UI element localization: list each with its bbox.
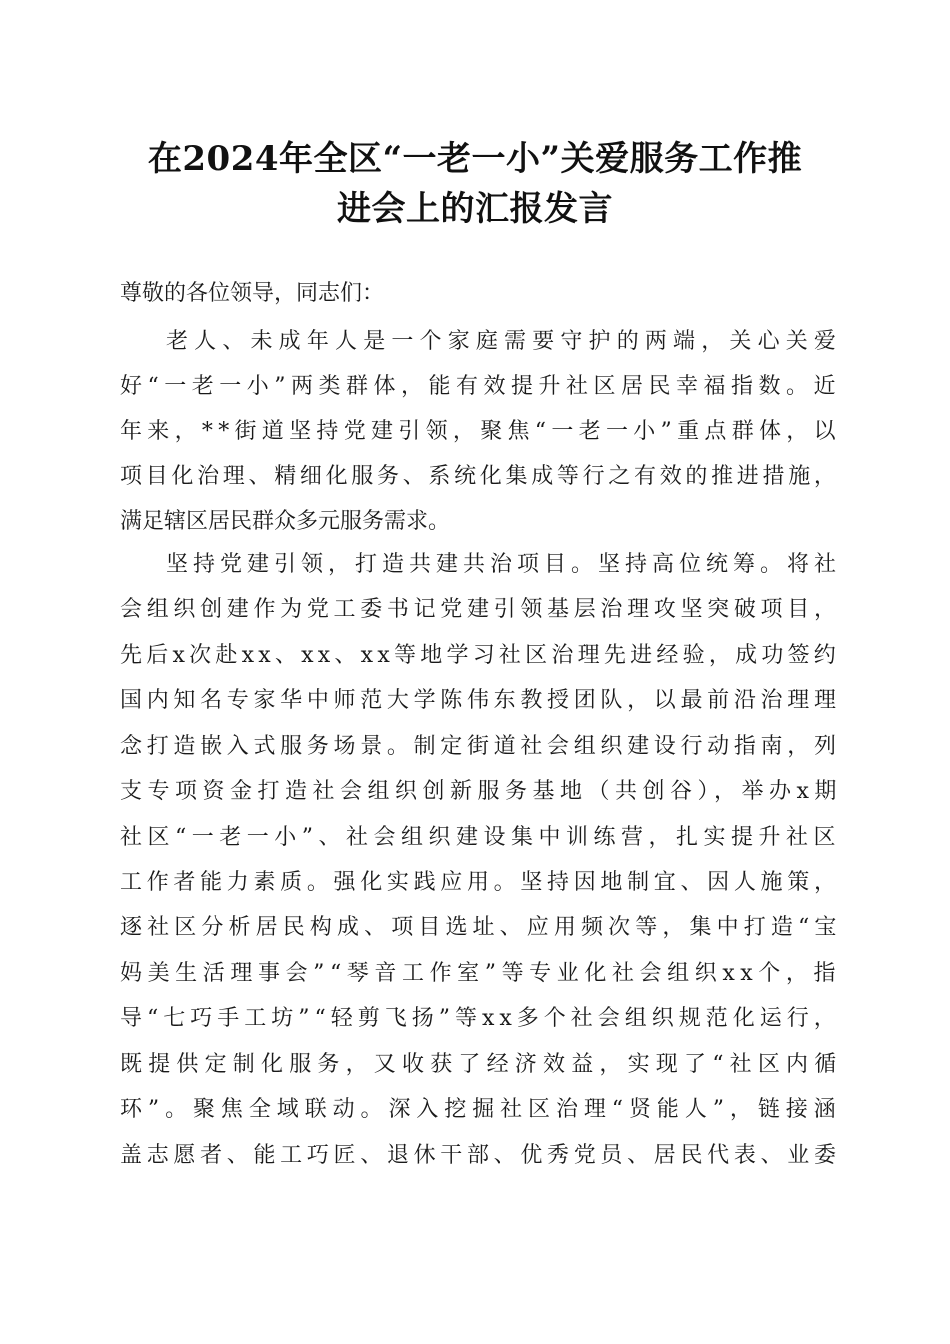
paragraph-1-line-1: 老人、未成年人是一个家庭需要守护的两端，关心关爱 [166, 329, 843, 354]
paragraph-2-line-13: 环”。聚焦全域联动。深入挖掘社区治理“贤能人”，链接涵 [120, 1097, 842, 1122]
paragraph-1-line-4: 项目化治理、精细化服务、系统化集成等行之有效的推进措施， [120, 464, 840, 489]
paragraph-2-line-6: 支专项资金打造社会组织创新服务基地（共创谷），举办x期 [120, 779, 842, 804]
paragraph-2-line-10: 妈美生活理事会”“琴音工作室”等专业化社会组织xx个，指 [120, 961, 842, 986]
paragraph-2-line-8: 工作者能力素质。强化实践应用。坚持因地制宜、因人施策， [120, 870, 841, 895]
document-title [100, 134, 850, 234]
paragraph-1-line-2: 好“一老一小”两类群体，能有效提升社区居民幸福指数。近 [120, 374, 841, 399]
paragraph-2-line-2: 会组织创建作为党工委书记党建引领基层治理攻坚突破项目， [120, 597, 841, 622]
paragraph-2-line-1: 坚持党建引领，打造共建共治项目。坚持高位统筹。将社 [166, 552, 842, 577]
paragraph-2-line-5: 念打造嵌入式服务场景。制定街道社会组织建设行动指南，列 [120, 734, 841, 759]
paragraph-2-line-12: 既提供定制化服务，又收获了经济效益，实现了“社区内循 [120, 1052, 843, 1077]
paragraph-1-line-5: 满足辖区居民群众多元服务需求。 [120, 509, 451, 534]
paragraph-2-line-9: 逐社区分析居民构成、项目选址、应用频次等，集中打造“宝 [120, 915, 842, 940]
title-line-2: 进会上的汇报发言 [337, 189, 613, 229]
paragraph-2-line-4: 国内知名专家华中师范大学陈伟东教授团队，以最前沿治理理 [120, 688, 841, 713]
salutation: 尊敬的各位领导，同志们： [120, 281, 385, 306]
paragraph-2-line-14: 盖志愿者、能工巧匠、退休干部、优秀党员、居民代表、业委 [120, 1143, 841, 1168]
paragraph-2-line-3: 先后x次赴xx、xx、xx等地学习社区治理先进经验，成功签约 [120, 643, 841, 668]
title-line-1: 在2024年全区“一老一小”关爱服务工作推 [147, 139, 803, 179]
paragraph-1-line-3: 年来，**街道坚持党建引领，聚焦“一老一小”重点群体，以 [120, 419, 841, 444]
paragraph-2-line-11: 导“七巧手工坊”“轻剪飞扬”等xx多个社会组织规范化运行， [120, 1006, 841, 1031]
paragraph-2-line-7: 社区“一老一小”、社会组织建设集中训练营，扎实提升社区 [120, 825, 841, 850]
